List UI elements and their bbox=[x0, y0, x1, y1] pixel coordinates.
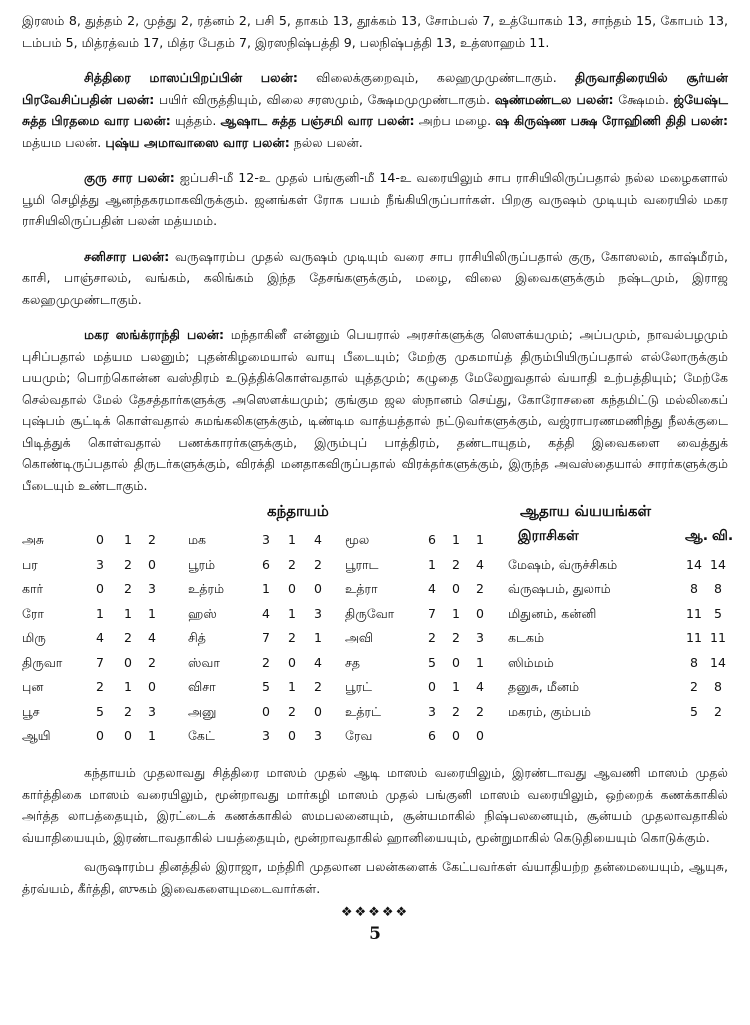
kandhayam-star-name: ஆயி bbox=[22, 728, 51, 743]
aadhaya-rasi: மிதுனம், கன்னி bbox=[508, 605, 597, 621]
chithirai-paragraph: சித்திரை மாஸப்பிறப்பின் பலன்: விலைக்குறைவும், கலஹமுமுண்டாகும். திருவாதிரையில் சூர்யன் பிரவேசிப்பதின் பலன்: பயிர் விருத்தியும், விலை சரஸமும், க்ஷேமமுமுண்டாகும். ஷண்மண்டல பலன்: க்ஷேமம். ஜ்யேஷ்ட சுத்த பிரதமை வார பலன்: யுத்தம். ஆஷாட சுத்த பஞ்சமி வார பலன்: அற்ப மழை. ஷ கிருஷ்ண பக்ஷ ரோஹிணி திதி பலன்: மத்யம பலன். புஷ்ய அமாவாஸை வார பலன்: நல்ல பலன். bbox=[22, 70, 728, 150]
kandhayam-value: 2 bbox=[124, 630, 132, 645]
kandhayam-value: 1 bbox=[288, 605, 296, 621]
kandhayam-title: கந்தாயம் bbox=[267, 502, 329, 520]
page-number: 5 bbox=[369, 924, 381, 944]
kandhayam-value: 6 bbox=[262, 556, 270, 572]
aadhaya-title: ஆதாய வ்யயங்கள் bbox=[520, 502, 652, 520]
kandhayam-value: 2 bbox=[124, 556, 132, 572]
label: ஜ்யேஷ்ட சுத்த பிரதமை வார பலன்: bbox=[22, 91, 728, 128]
guru-paragraph: குரு சார பலன்: ஐப்பசி-மீ 12-உ முதல் பங்குனி-மீ 14-உ வரையிலும் சாப ராசியிலிருப்பதால் நல்ல மழைகளால் பூமி செழித்து ஆனந்தகரமாகவிருக்கும். ஜனங்கள் ரோக பயம் நீங்கியிருப்பார்கள். பிறகு வருஷம் முடியும் வரையில் மகர ராசியிலிருப்பதின் பலன் மத்யமம். bbox=[22, 170, 728, 228]
kandhayam-value: 0 bbox=[124, 728, 132, 743]
kandhayam-value: 1 bbox=[452, 532, 460, 547]
label: ஷ கிருஷ்ண பக்ஷ ரோஹிணி திதி பலன்: bbox=[495, 113, 728, 128]
kandhayam-value: 2 bbox=[428, 630, 436, 645]
kandhayam-star-name: அசு bbox=[22, 532, 45, 547]
kandhayam-value: 4 bbox=[314, 532, 322, 547]
aadhaya-income: 14 bbox=[686, 556, 702, 572]
aadhaya-income: 8 bbox=[690, 654, 698, 670]
kandhayam-value: 0 bbox=[262, 703, 270, 719]
aadhaya-rasi: தனுசு, மீனம் bbox=[508, 679, 580, 694]
kandhayam-star-name: திருவா bbox=[22, 654, 63, 670]
kandhayam-value: 3 bbox=[314, 728, 322, 743]
document-page bbox=[22, 10, 734, 944]
kandhayam-value: 2 bbox=[314, 556, 322, 572]
kandhayam-value: 1 bbox=[124, 532, 132, 547]
kandhayam-value: 0 bbox=[96, 532, 104, 547]
kandhayam-value: 1 bbox=[452, 605, 460, 621]
kandhayam-star-name: ஹஸ் bbox=[188, 605, 217, 621]
kandhayam-value: 0 bbox=[288, 728, 296, 743]
kandhayam-value: 0 bbox=[428, 679, 436, 694]
kandhayam-value: 1 bbox=[288, 679, 296, 694]
aadhaya-rasi: கடகம் bbox=[508, 630, 544, 645]
kandhayam-star-name: ரேவ bbox=[345, 728, 373, 743]
aadhaya-expense: 2 bbox=[714, 703, 722, 719]
kandhayam-star-name: பூச bbox=[22, 703, 40, 719]
kandhayam-star-name: கேட் bbox=[188, 728, 215, 743]
kandhayam-value: 1 bbox=[476, 654, 484, 670]
kandhayam-value: 2 bbox=[452, 703, 460, 719]
kandhayam-value: 2 bbox=[452, 630, 460, 645]
aadhaya-rasi: ஸிம்மம் bbox=[508, 654, 554, 670]
kandhayam-value: 0 bbox=[148, 556, 156, 572]
kandhayam-value: 4 bbox=[476, 556, 484, 572]
kandhayam-value: 4 bbox=[476, 679, 484, 694]
kandhayam-value: 1 bbox=[124, 679, 132, 694]
kandhayam-value: 0 bbox=[96, 581, 104, 596]
aadhaya-header-expense: வி. bbox=[712, 528, 734, 544]
kandhayam-value: 4 bbox=[314, 654, 322, 670]
kandhayam-value: 4 bbox=[428, 581, 436, 596]
kandhayam-star-name: உத்ரட் bbox=[345, 703, 381, 719]
kandhayam-value: 1 bbox=[476, 532, 484, 547]
kandhayam-star-name: பூரட் bbox=[345, 679, 372, 694]
kandhayam-star-name: அவி bbox=[345, 630, 374, 645]
kandhayam-value: 0 bbox=[148, 679, 156, 694]
kandhayam-value: 1 bbox=[428, 556, 436, 572]
kandhayam-value: 0 bbox=[288, 654, 296, 670]
kandhayam-value: 1 bbox=[262, 581, 270, 596]
kandhayam-star-name: ரோ bbox=[22, 605, 44, 621]
kandhayam-value: 3 bbox=[148, 581, 156, 596]
aadhaya-header-income: ஆ. bbox=[685, 528, 709, 544]
aadhaya-rasi: மகரம், கும்பம் bbox=[508, 703, 591, 719]
kandhayam-value: 5 bbox=[262, 679, 270, 694]
kandhayam-value: 5 bbox=[96, 703, 104, 719]
kandhayam-star-name: கார் bbox=[22, 581, 44, 596]
aadhaya-income: 5 bbox=[690, 703, 698, 719]
kandhayam-explanation: கந்தாயம் முதலாவது சித்திரை மாஸம் முதல் ஆடி மாஸம் வரையிலும், இரண்டாவது ஆவணி மாஸம் முதல் கார்த்திகை மாஸம் வரையிலும், மூன்றாவது மார்கழி மாஸம் முதல் பங்குனி மாஸம் வரையிலும், ஒற்றைக் கணக்காகில் அர்த்த லாபத்தையும், இரட்டைக் கணக்காகில் ஸமபலனையும், சூன்யமாகில் நிஷ்பலனையும், சூன்யம் முதலாவதாகில் வ்யாதியையும், இரண்டாவதாகில் பயத்தையும், மூன்றாவதாகில் ஹானியையும், மூன்றுமாகில் கெடுதியையும் கொடுக்கும். bbox=[22, 765, 728, 845]
kandhayam-value: 0 bbox=[314, 703, 322, 719]
aadhaya-income: 11 bbox=[686, 605, 702, 621]
kandhayam-value: 1 bbox=[288, 532, 296, 547]
kandhayam-star-name: ஸ்வா bbox=[188, 654, 220, 670]
kandhayam-value: 4 bbox=[148, 630, 156, 645]
aadhaya-rasi: மேஷம், வ்ருச்சிகம் bbox=[508, 556, 618, 572]
kandhayam-value: 3 bbox=[428, 703, 436, 719]
kandhayam-value: 2 bbox=[96, 679, 104, 694]
kandhayam-value: 2 bbox=[124, 703, 132, 719]
kandhayam-value: 3 bbox=[476, 630, 484, 645]
label: சித்திரை மாஸப்பிறப்பின் பலன்: bbox=[84, 70, 298, 85]
kandhayam-value: 0 bbox=[452, 728, 460, 743]
kandhayam-value: 2 bbox=[314, 679, 322, 694]
kandhayam-star-name: விசா bbox=[188, 679, 216, 694]
kandhayam-value: 2 bbox=[124, 581, 132, 596]
aadhaya-income: 11 bbox=[686, 630, 702, 645]
closing-paragraph: வருஷாரம்ப தினத்தில் இராஜா, மந்திரி முதலான பலன்களைக் கேட்பவர்கள் வ்யாதியற்ற தன்மையையும், ஆயுசு, த்ரவ்யம், கீர்த்தி, ஸுகம் இவைகளையுமடைவார்கள். bbox=[22, 859, 728, 896]
kandhayam-value: 0 bbox=[124, 654, 132, 670]
kandhayam-value: 2 bbox=[476, 703, 484, 719]
kandhayam-value: 1 bbox=[96, 605, 104, 621]
kandhayam-value: 1 bbox=[148, 728, 156, 743]
kandhayam-value: 0 bbox=[476, 728, 484, 743]
aadhaya-expense: 8 bbox=[714, 679, 722, 694]
kandhayam-value: 1 bbox=[314, 630, 322, 645]
kandhayam-value: 7 bbox=[262, 630, 270, 645]
kandhayam-value: 0 bbox=[476, 605, 484, 621]
aadhaya-income: 8 bbox=[690, 581, 698, 596]
kandhayam-star-name: புன bbox=[22, 679, 44, 694]
sani-paragraph: சனிசார பலன்: வருஷாரம்ப முதல் வருஷம் முடியும் வரை சாப ராசியிலிருப்பதால் குரு, கோஸலம், காஷ்மீரம், காசி, பாஞ்சாலம், வங்கம், கலிங்கம் இந்த தேசங்களுக்கும், மழை, விலை இவைகளுக்கும் நஷ்டமும், இராஜ கலஹமுமுண்டாகும். bbox=[22, 248, 728, 307]
kandhayam-value: 6 bbox=[428, 728, 436, 743]
kandhayam-value: 2 bbox=[452, 556, 460, 572]
kandhayam-value: 2 bbox=[476, 581, 484, 596]
kandhayam-value: 5 bbox=[428, 654, 436, 670]
kandhayam-value: 0 bbox=[452, 654, 460, 670]
kandhayam-value: 3 bbox=[262, 728, 270, 743]
kandhayam-value: 2 bbox=[288, 703, 296, 719]
aadhaya-income: 2 bbox=[690, 679, 698, 694]
label: புஷ்ய அமாவாஸை வார பலன்: bbox=[105, 134, 290, 150]
kandhayam-value: 3 bbox=[314, 605, 322, 621]
kandhayam-star-name: உத்ரா bbox=[345, 581, 378, 596]
kandhayam-value: 3 bbox=[262, 532, 270, 547]
kandhayam-star-name: சத bbox=[345, 654, 361, 670]
aadhaya-expense: 14 bbox=[710, 654, 726, 670]
label: ஷண்மண்டல பலன்: bbox=[494, 91, 614, 107]
kandhayam-value: 2 bbox=[148, 532, 156, 547]
makara-paragraph: மகர ஸங்க்ராந்தி பலன்: மந்தாகினீ என்னும் பெயரால் அரசர்களுக்கு ஸௌக்யமும்; அப்பமும், நாவல்பழமும் புசிப்பதால் மத்யம பலனும்; புதன்கிழமையால் வாயு பீடையும்; மேற்கு முகமாய்த் திரும்பியிருப்பதால் எல்லோருக்கும் பயமும்; பொற்கொன்ன வஸ்திரம் உடுத்திக்கொள்வதால் யுத்தமும்; கழுதை மேலேறுவதால் வ்யாதி உற்பத்தியும்; மேற்கே செல்வதால் மேல் தேசத்தார்களுக்கு அஸௌக்யமும்; குங்கும ஜல ஸ்நானம் செய்து, கோரோசனை கந்தமிட்டு மல்லிகைப் புஷ்பம் சூட்டிக் கொள்வதால் சுமங்கலிகளுக்கும், டிண்டிம வாத்யத்தால் நட்டுவர்களுக்கும், வஜ்ராபரணமணிந்து நீலக்குடை பிடித்துக் கொள்வதால் பணக்காரர்களுக்கும், இரும்புப் பாத்திரம், தண்டாயுதம், கத்தி இவைகளை வைத்துக் கொண்டிருப்பதால் திருடர்களுக்கும், விரக்தி மனதாகவிருப்பதால் விரக்தர்களுக்கும், இருந்த அவஸ்தையால் சாரர்களுக்கும் பீடையும் உண்டாகும். bbox=[22, 327, 729, 493]
kandhayam-value: 0 bbox=[452, 581, 460, 596]
kandhayam-value: 4 bbox=[96, 630, 104, 645]
kandhayam-star-name: பூராட bbox=[345, 556, 379, 572]
kandhayam-value: 0 bbox=[314, 581, 322, 596]
aadhaya-expense: 8 bbox=[714, 581, 722, 596]
label: திருவாதிரையில் சூர்யன் பிரவேசிப்பதின் பலன்: bbox=[22, 70, 728, 107]
kandhayam-star-name: திருவோ bbox=[345, 605, 395, 621]
kandhayam-star-name: சித் bbox=[188, 630, 206, 645]
kandhayam-value: 6 bbox=[428, 532, 436, 547]
kandhayam-value: 3 bbox=[96, 556, 104, 572]
kandhayam-star-name: பர bbox=[22, 556, 38, 572]
aadhaya-expense: 11 bbox=[710, 630, 726, 645]
kandhayam-value: 7 bbox=[428, 605, 436, 621]
kandhayam-value: 1 bbox=[124, 605, 132, 621]
kandhayam-value: 7 bbox=[96, 654, 104, 670]
kandhayam-value: 4 bbox=[262, 605, 270, 621]
aadhaya-rasi: வ்ருஷபம், துலாம் bbox=[508, 581, 611, 596]
kandhayam-star-name: உத்ரம் bbox=[188, 581, 224, 596]
kandhayam-value: 2 bbox=[288, 630, 296, 645]
kandhayam-value: 2 bbox=[148, 654, 156, 670]
intro-paragraph: இரஸம் 8, துத்தம் 2, முத்து 2, ரத்னம் 2, பசி 5, தாகம் 13, தூக்கம் 13, சோம்பல் 7, உத்யோகம் 13, சாந்தம் 15, கோபம் 13, டம்பம் 5, மித்ரத்வம் 17, மித்ர பேதம் 7, இரஸநிஷ்பத்தி 9, பலநிஷ்பத்தி 13, உத்ஸாஹம் 11. bbox=[22, 13, 728, 50]
kandhayam-value: 3 bbox=[148, 703, 156, 719]
kandhayam-value: 2 bbox=[288, 556, 296, 572]
kandhayam-star-name: பூரம் bbox=[188, 556, 216, 572]
kandhayam-star-name: மக bbox=[188, 532, 207, 547]
kandhayam-value: 1 bbox=[452, 679, 460, 694]
aadhaya-expense: 5 bbox=[714, 605, 722, 621]
kandhayam-value: 0 bbox=[96, 728, 104, 743]
kandhayam-star-name: அனு bbox=[188, 703, 217, 719]
aadhaya-expense: 14 bbox=[710, 556, 726, 572]
kandhayam-value: 1 bbox=[148, 605, 156, 621]
aadhaya-header-rasi: இராசிகள் bbox=[518, 528, 579, 544]
label: ஆஷாட சுத்த பஞ்சமி வார பலன்: bbox=[220, 113, 415, 128]
kandhayam-aadhaya-tables bbox=[22, 526, 734, 756]
kandhayam-value: 2 bbox=[262, 654, 270, 670]
kandhayam-star-name: மூல bbox=[345, 532, 370, 547]
ornament-stars: ❖❖❖❖❖ bbox=[340, 905, 410, 920]
kandhayam-star-name: மிரு bbox=[22, 630, 46, 645]
kandhayam-value: 0 bbox=[288, 581, 296, 596]
